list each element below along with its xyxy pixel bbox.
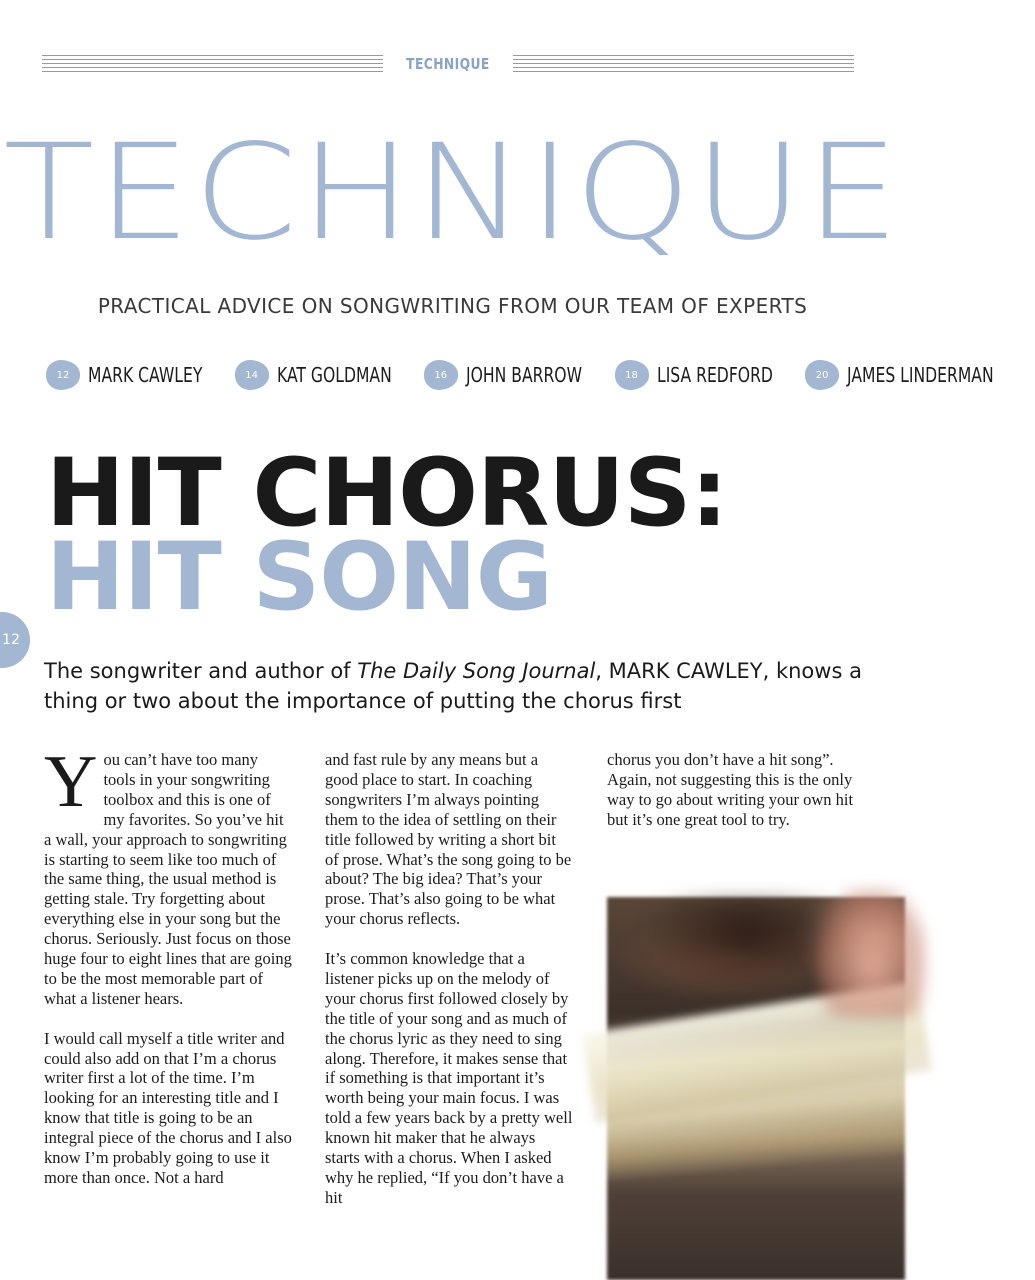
contributor-name: JAMES LINDERMAN xyxy=(847,363,994,387)
guitar-pick-icon: 18 xyxy=(615,360,649,390)
body-column-1 xyxy=(44,741,292,1208)
piano-photo xyxy=(607,897,905,1280)
contributor-name: LISA REDFORD xyxy=(656,363,773,387)
body-paragraph: and fast rule by any means but a good place to start. In coaching songwriters I’m always pointing them to the idea of settling on their title followed by writing a short bit of prose. What’s the song going to be about? The big idea? That’s your prose. That’s also going to be what your chorus reflects. xyxy=(325,750,572,929)
article-standfirst: The songwriter and author of The Daily Song Journal, MARK CAWLEY, knows a thing or two about the importance of putting the chorus first xyxy=(44,659,862,713)
guitar-pick-icon: 14 xyxy=(235,360,269,390)
article-headline xyxy=(46,439,728,632)
guitar-pick-icon: 12 xyxy=(46,360,80,390)
guitar-pick-icon: 16 xyxy=(424,360,458,390)
decorative-lines-right xyxy=(513,55,854,73)
guitar-pick-icon: 20 xyxy=(805,360,839,390)
headline-line-2: HIT SONG xyxy=(46,523,552,632)
body-paragraph: It’s common knowledge that a listener picks up on the melody of your chorus first followed closely by the title of your song and as much of the chorus lyric as they need to sing along. Therefore, it makes sense that if something is that important it’s worth being your main focus. I was told a few years back by a pretty well known hit maker that he always starts with a chorus. When I asked why he replied, “If you don’t have a hit xyxy=(325,949,573,1207)
contributor-name: MARK CAWLEY xyxy=(88,363,203,387)
decorative-lines-left xyxy=(42,55,383,73)
page-number-tab: 12 xyxy=(0,612,30,668)
body-column-2 xyxy=(325,750,573,1228)
section-kicker-bar xyxy=(42,52,854,76)
drop-cap: Y xyxy=(44,741,98,823)
body-paragraph: You can’t have too many tools in your songwriting toolbox and this is one of my favorites. So you’ve hit a wall, your approach to songwriting is starting to seem like too much of the same thing, the usual method is getting stale. Try forgetting about everything else in your song but the chorus. Seriously. Just focus on those huge four to eight lines that are going to be the most memorable part of what a listener hears. xyxy=(44,741,292,1008)
contributors-list xyxy=(46,358,994,392)
contributor-item[interactable] xyxy=(615,360,806,390)
contributor-item[interactable] xyxy=(805,360,1035,390)
photo-finger xyxy=(817,887,927,1017)
contributor-item[interactable] xyxy=(46,360,235,390)
contributor-item[interactable] xyxy=(235,360,424,390)
contributor-item[interactable] xyxy=(424,360,615,390)
book-title: The Daily Song Journal xyxy=(357,659,596,683)
body-column-3 xyxy=(607,750,855,850)
contributor-name: KAT GOLDMAN xyxy=(276,363,392,387)
body-paragraph: chorus you don’t have a hit song”. Again, not suggesting this is the only way to go about writing your own hit but it’s one great tool to try. xyxy=(607,750,854,829)
section-title: TECHNIQUE xyxy=(3,116,902,270)
body-paragraph: I would call myself a title writer and could also add on that I’m a chorus writer first a lot of the time. I’m looking for an interesting title and I know that title is going to be an integral piece of the chorus and I also know I’m probably going to use it more than once. Not a hard xyxy=(44,1028,292,1188)
headline-line-1: HIT CHORUS: xyxy=(46,439,728,548)
contributor-name: JOHN BARROW xyxy=(465,363,582,387)
section-subtitle: PRACTICAL ADVICE ON SONGWRITING FROM OUR TEAM OF EXPERTS xyxy=(97,294,808,318)
section-kicker: TECHNIQUE xyxy=(406,55,490,73)
